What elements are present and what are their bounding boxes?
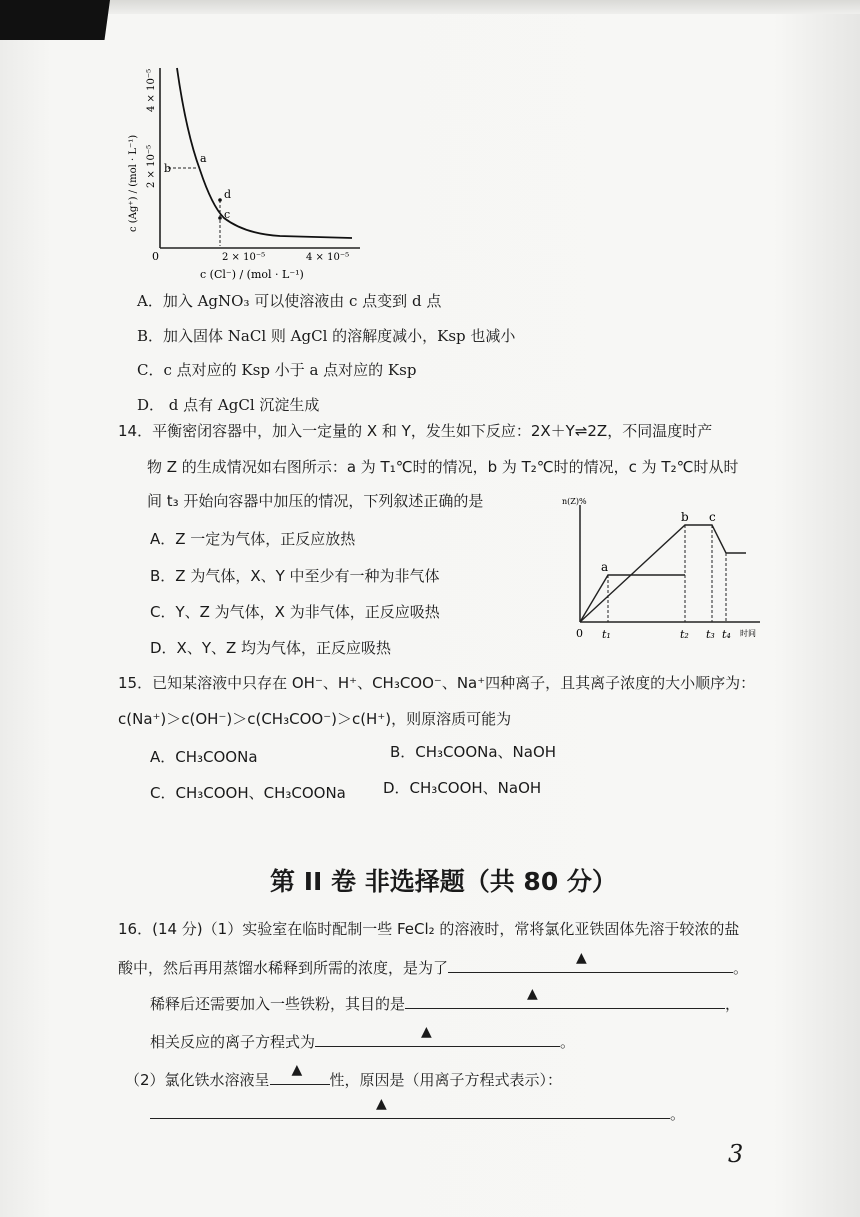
answer-blank-2[interactable] bbox=[405, 986, 725, 1009]
y-axis-label: c (Ag⁺) / (mol · L⁻¹) bbox=[128, 134, 139, 232]
agcl-solubility-chart bbox=[120, 60, 380, 285]
scan-top-edge bbox=[0, 0, 860, 14]
q16-line6-end: 。 bbox=[670, 1105, 686, 1123]
section-2-title: 第 II 卷 非选择题（共 80 分） bbox=[270, 867, 617, 896]
q14-text-line3: 间 t₃ 开始向容器中加压的情况，下列叙述正确的是 bbox=[147, 492, 484, 510]
x-axis-label: c (Cl⁻) / (mol · L⁻¹) bbox=[200, 268, 304, 281]
scan-dark-corner bbox=[0, 0, 110, 40]
tick-t1: t₁ bbox=[602, 628, 611, 641]
point-c-label: c bbox=[224, 208, 231, 221]
page-number: 3 bbox=[728, 1140, 744, 1168]
q15-option-b: B．CH₃COONa、NaOH bbox=[390, 743, 557, 761]
q14-option-d: D．X、Y、Z 均为气体，正反应吸热 bbox=[150, 639, 392, 657]
tick-t4: t₄ bbox=[722, 628, 731, 641]
chart2-origin: 0 bbox=[576, 627, 583, 640]
q16-line2-end: 。 bbox=[733, 959, 749, 977]
q16-line4 bbox=[150, 1024, 576, 1052]
q16-line3 bbox=[150, 986, 741, 1014]
q16-line2-text: 酸中，然后再用蒸馏水稀释到所需的浓度，是为了 bbox=[118, 959, 449, 977]
q16-line4-text: 相关反应的离子方程式为 bbox=[150, 1033, 316, 1051]
chart2-ylabel: n(Z)% bbox=[562, 497, 587, 506]
q15-text-line2: c(Na⁺)＞c(OH⁻)＞c(CH₃COO⁻)＞c(H⁺)，则原溶质可能为 bbox=[118, 710, 512, 728]
q16-line5-reason: 性，原因是（用离子方程式表示）： bbox=[329, 1071, 563, 1089]
q14-line1: 平衡密闭容器中，加入一定量的 X 和 Y，发生如下反应：2X＋Y⇌2Z，不同温度时产 bbox=[152, 422, 713, 440]
y-tick-2e-5: 2 × 10⁻⁵ bbox=[146, 144, 157, 188]
answer-blank-5[interactable] bbox=[150, 1096, 670, 1119]
q13-option-c: C．c 点对应的 Ksp 小于 a 点对应的 Ksp bbox=[137, 361, 417, 379]
q16-line5 bbox=[125, 1062, 563, 1090]
x-tick-0: 0 bbox=[152, 250, 159, 263]
answer-blank-4[interactable] bbox=[270, 1062, 330, 1085]
chart2-label-b: b bbox=[681, 510, 689, 524]
q16-line4-end: 。 bbox=[560, 1033, 576, 1051]
x-tick-2e-5: 2 × 10⁻⁵ bbox=[222, 252, 266, 263]
chart2-label-c: c bbox=[709, 510, 716, 524]
q16-line3-text: 稀释后还需要加入一些铁粉，其目的是 bbox=[150, 995, 406, 1013]
q14-text-line1 bbox=[118, 420, 712, 441]
q15-option-d: D．CH₃COOH、NaOH bbox=[383, 779, 542, 797]
q16-line6 bbox=[150, 1096, 686, 1124]
curve-a bbox=[580, 575, 685, 622]
q14-number: 14． bbox=[118, 422, 153, 440]
q15-line1: 已知某溶液中只存在 OH⁻、H⁺、CH₃COO⁻、Na⁺四种离子，且其离子浓度的大小顺序为： bbox=[152, 674, 756, 692]
answer-blank-3[interactable] bbox=[315, 1024, 560, 1047]
blank-marker-icon: ▲ bbox=[291, 1062, 303, 1078]
q16-line3-end: ， bbox=[725, 995, 741, 1013]
blank-marker-icon: ▲ bbox=[421, 1024, 432, 1040]
chart2-xlabel: 时间 bbox=[740, 629, 756, 638]
q13-option-d: D． d 点有 AgCl 沉淀生成 bbox=[137, 396, 320, 414]
blank-marker-icon: ▲ bbox=[376, 1096, 387, 1112]
q16-line2 bbox=[118, 950, 749, 978]
q14-option-c: C．Y、Z 为气体，X 为非气体，正反应吸热 bbox=[150, 603, 440, 621]
q14-text-line2: 物 Z 的生成情况如右图所示：a 为 T₁℃时的情况，b 为 T₂℃时的情况，c 为 T₂℃时从时 bbox=[147, 458, 739, 476]
q16-line5-text: （2）氯化铁水溶液呈 bbox=[125, 1071, 270, 1089]
point-a-label: a bbox=[200, 152, 207, 165]
q15-number: 15． bbox=[118, 674, 153, 692]
q13-option-a: A．加入 AgNO₃ 可以使溶液由 c 点变到 d 点 bbox=[137, 292, 442, 310]
q15-option-a: A．CH₃COONa bbox=[150, 748, 258, 766]
q14-option-b: B．Z 为气体，X、Y 中至少有一种为非气体 bbox=[150, 567, 440, 585]
answer-blank-1[interactable] bbox=[448, 950, 733, 973]
point-b-label: b bbox=[164, 162, 172, 175]
blank-marker-icon: ▲ bbox=[576, 950, 587, 966]
q16-line1: 16．(14 分)（1）实验室在临时配制一些 FeCl₂ 的溶液时，常将氯化亚铁固体先溶于较浓的盐 bbox=[118, 920, 740, 938]
q15-option-c: C．CH₃COOH、CH₃COONa bbox=[150, 784, 346, 802]
tick-t3: t₃ bbox=[706, 628, 715, 641]
point-d-label: d bbox=[224, 188, 232, 201]
nz-time-chart bbox=[560, 495, 780, 645]
tick-t2: t₂ bbox=[680, 628, 689, 641]
x-tick-4e-5: 4 × 10⁻⁵ bbox=[306, 252, 350, 263]
q15-text-line1 bbox=[118, 672, 755, 693]
blank-marker-icon: ▲ bbox=[527, 986, 538, 1002]
chart2-label-a: a bbox=[601, 560, 609, 574]
q14-option-a: A．Z 一定为气体，正反应放热 bbox=[150, 530, 356, 548]
y-tick-4e-5: 4 × 10⁻⁵ bbox=[146, 68, 157, 112]
q13-option-b: B．加入固体 NaCl 则 AgCl 的溶解度减小，Ksp 也减小 bbox=[137, 327, 516, 345]
